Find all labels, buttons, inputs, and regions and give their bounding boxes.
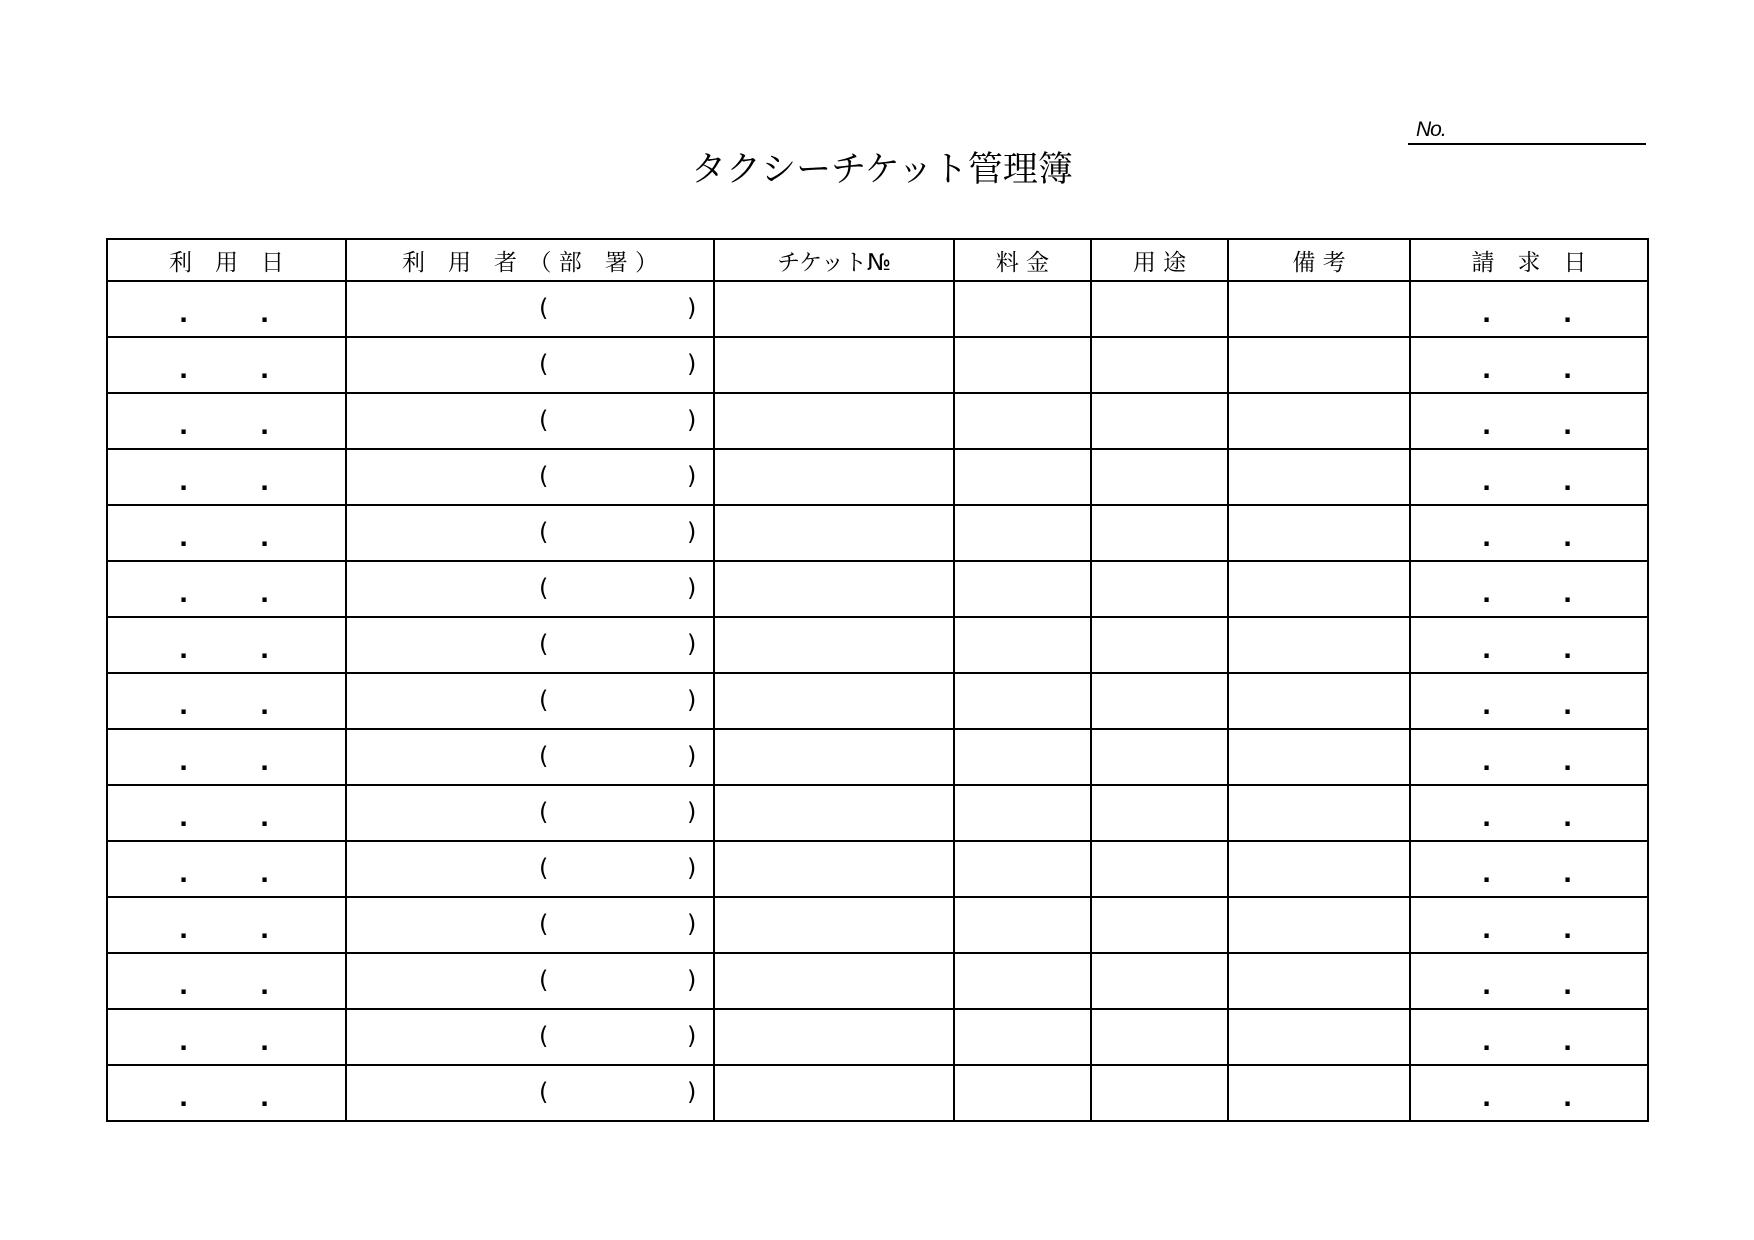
date-separator: . [1563,972,1573,1000]
usage-date-cell[interactable] [107,1009,346,1065]
date-separator: . [179,524,189,552]
purpose-cell[interactable] [1091,1065,1228,1121]
department-paren-close: ) [687,406,697,434]
department-paren-open: ( [539,798,549,826]
department-paren-close: ) [687,798,697,826]
date-separator: . [1563,748,1573,776]
ticket-number-cell[interactable] [714,393,954,449]
usage-date-cell[interactable] [107,841,346,897]
purpose-cell[interactable] [1091,505,1228,561]
header-usage-date: 利 用 日 [107,239,346,281]
department-paren-open: ( [539,574,549,602]
user-department-cell[interactable] [346,281,714,337]
ticket-number-cell[interactable] [714,953,954,1009]
fare-cell[interactable] [954,337,1091,393]
department-paren-open: ( [539,854,549,882]
header-purpose: 用 途 [1091,239,1228,281]
user-department-cell[interactable] [346,561,714,617]
date-separator: . [179,356,189,384]
usage-date-cell[interactable] [107,337,346,393]
department-paren-open: ( [539,630,549,658]
date-separator: . [1563,356,1573,384]
page-title: タクシーチケット管理簿 [691,150,1073,190]
date-separator: . [179,468,189,496]
purpose-cell[interactable] [1091,561,1228,617]
usage-date-cell[interactable] [107,673,346,729]
user-department-cell[interactable] [346,1065,714,1121]
date-separator: . [260,804,270,832]
date-separator: . [1482,1084,1492,1112]
table-row [107,729,1648,785]
user-department-cell[interactable] [346,1009,714,1065]
remarks-cell[interactable] [1228,785,1410,841]
department-paren-close: ) [687,574,697,602]
user-department-cell[interactable] [346,897,714,953]
purpose-cell[interactable] [1091,1009,1228,1065]
usage-date-cell[interactable] [107,561,346,617]
date-separator: . [1482,692,1492,720]
billing-date-cell[interactable] [1410,449,1648,505]
billing-date-cell[interactable] [1410,393,1648,449]
date-separator: . [260,412,270,440]
fare-cell[interactable] [954,449,1091,505]
department-paren-open: ( [539,966,549,994]
remarks-cell[interactable] [1228,281,1410,337]
department-paren-close: ) [687,1078,697,1106]
purpose-cell[interactable] [1091,897,1228,953]
date-separator: . [260,692,270,720]
ticket-number-cell[interactable] [714,1065,954,1121]
table-row [107,897,1648,953]
department-paren-open: ( [539,350,549,378]
ticket-number-cell[interactable] [714,505,954,561]
date-separator: . [179,1028,189,1056]
department-paren-open: ( [539,910,549,938]
billing-date-cell[interactable] [1410,953,1648,1009]
date-separator: . [260,748,270,776]
table-row [107,449,1648,505]
date-separator: . [260,1028,270,1056]
date-separator: . [179,412,189,440]
billing-date-cell[interactable] [1410,673,1648,729]
date-separator: . [260,580,270,608]
header-fare: 料 金 [954,239,1091,281]
department-paren-close: ) [687,910,697,938]
billing-date-cell[interactable] [1410,505,1648,561]
date-separator: . [1563,636,1573,664]
header-user-department: 利 用 者 （ 部 署 ） [346,239,714,281]
usage-date-cell[interactable] [107,393,346,449]
purpose-cell[interactable] [1091,617,1228,673]
purpose-cell[interactable] [1091,281,1228,337]
date-separator: . [179,636,189,664]
table-row [107,281,1648,337]
department-paren-open: ( [539,518,549,546]
purpose-cell[interactable] [1091,673,1228,729]
department-paren-open: ( [539,406,549,434]
taxi-ticket-ledger-table [106,238,1649,1122]
table-row [107,1009,1648,1065]
user-department-cell[interactable] [346,449,714,505]
department-paren-open: ( [539,1078,549,1106]
date-separator: . [1563,300,1573,328]
ticket-number-cell[interactable] [714,785,954,841]
department-paren-close: ) [687,294,697,322]
fare-cell[interactable] [954,953,1091,1009]
fare-cell[interactable] [954,505,1091,561]
date-separator: . [260,916,270,944]
table-row [107,337,1648,393]
date-separator: . [1563,468,1573,496]
date-separator: . [1482,412,1492,440]
ticket-number-cell[interactable] [714,673,954,729]
date-separator: . [1563,916,1573,944]
billing-date-cell[interactable] [1410,617,1648,673]
date-separator: . [179,580,189,608]
header-ticket-number: チケット№ [714,239,954,281]
department-paren-close: ) [687,966,697,994]
usage-date-cell[interactable] [107,953,346,1009]
department-paren-open: ( [539,462,549,490]
date-separator: . [260,860,270,888]
billing-date-cell[interactable] [1410,561,1648,617]
table-row [107,1065,1648,1121]
date-separator: . [179,972,189,1000]
ledger-body [107,281,1648,1121]
usage-date-cell[interactable] [107,281,346,337]
fare-cell[interactable] [954,729,1091,785]
billing-date-cell[interactable] [1410,897,1648,953]
fare-cell[interactable] [954,561,1091,617]
table-row [107,561,1648,617]
purpose-cell[interactable] [1091,337,1228,393]
date-separator: . [1563,524,1573,552]
date-separator: . [1482,356,1492,384]
table-row [107,841,1648,897]
remarks-cell[interactable] [1228,953,1410,1009]
header-remarks: 備 考 [1228,239,1410,281]
fare-cell[interactable] [954,841,1091,897]
billing-date-cell[interactable] [1410,785,1648,841]
department-paren-close: ) [687,350,697,378]
remarks-cell[interactable] [1228,393,1410,449]
department-paren-close: ) [687,518,697,546]
purpose-cell[interactable] [1091,953,1228,1009]
date-separator: . [260,524,270,552]
date-separator: . [1482,860,1492,888]
user-department-cell[interactable] [346,505,714,561]
usage-date-cell[interactable] [107,785,346,841]
date-separator: . [179,804,189,832]
header-row [107,239,1648,281]
date-separator: . [179,300,189,328]
remarks-cell[interactable] [1228,1065,1410,1121]
document-number-label: No. [1416,118,1446,141]
fare-cell[interactable] [954,1065,1091,1121]
ticket-number-cell[interactable] [714,337,954,393]
date-separator: . [260,356,270,384]
purpose-cell[interactable] [1091,393,1228,449]
billing-date-cell[interactable] [1410,1009,1648,1065]
billing-date-cell[interactable] [1410,729,1648,785]
department-paren-open: ( [539,686,549,714]
date-separator: . [1563,580,1573,608]
billing-date-cell[interactable] [1410,841,1648,897]
date-separator: . [1563,692,1573,720]
date-separator: . [260,972,270,1000]
user-department-cell[interactable] [346,729,714,785]
usage-date-cell[interactable] [107,1065,346,1121]
date-separator: . [1563,1028,1573,1056]
remarks-cell[interactable] [1228,897,1410,953]
date-separator: . [1482,804,1492,832]
table-row [107,785,1648,841]
date-separator: . [1482,972,1492,1000]
ticket-number-cell[interactable] [714,449,954,505]
department-paren-close: ) [687,1022,697,1050]
date-separator: . [1482,1028,1492,1056]
table-row [107,617,1648,673]
department-paren-open: ( [539,294,549,322]
table-row [107,505,1648,561]
remarks-cell[interactable] [1228,449,1410,505]
department-paren-close: ) [687,462,697,490]
date-separator: . [1563,860,1573,888]
ticket-number-cell[interactable] [714,617,954,673]
remarks-cell[interactable] [1228,841,1410,897]
user-department-cell[interactable] [346,785,714,841]
billing-date-cell[interactable] [1410,1065,1648,1121]
date-separator: . [1482,636,1492,664]
fare-cell[interactable] [954,673,1091,729]
date-separator: . [1482,748,1492,776]
date-separator: . [260,300,270,328]
department-paren-close: ) [687,854,697,882]
user-department-cell[interactable] [346,841,714,897]
remarks-cell[interactable] [1228,1009,1410,1065]
purpose-cell[interactable] [1091,449,1228,505]
purpose-cell[interactable] [1091,841,1228,897]
fare-cell[interactable] [954,1009,1091,1065]
date-separator: . [260,468,270,496]
user-department-cell[interactable] [346,617,714,673]
date-separator: . [260,1084,270,1112]
usage-date-cell[interactable] [107,897,346,953]
date-separator: . [1563,412,1573,440]
table-row [107,673,1648,729]
header-billing-date: 請 求 日 [1410,239,1648,281]
usage-date-cell[interactable] [107,729,346,785]
ticket-number-cell[interactable] [714,729,954,785]
table-row [107,393,1648,449]
fare-cell[interactable] [954,281,1091,337]
usage-date-cell[interactable] [107,449,346,505]
remarks-cell[interactable] [1228,617,1410,673]
purpose-cell[interactable] [1091,729,1228,785]
ticket-number-cell[interactable] [714,281,954,337]
date-separator: . [179,748,189,776]
date-separator: . [1482,580,1492,608]
billing-date-cell[interactable] [1410,337,1648,393]
billing-date-cell[interactable] [1410,281,1648,337]
date-separator: . [179,860,189,888]
user-department-cell[interactable] [346,337,714,393]
date-separator: . [1482,300,1492,328]
usage-date-cell[interactable] [107,505,346,561]
purpose-cell[interactable] [1091,785,1228,841]
remarks-cell[interactable] [1228,561,1410,617]
user-department-cell[interactable] [346,673,714,729]
department-paren-close: ) [687,742,697,770]
department-paren-open: ( [539,742,549,770]
date-separator: . [179,692,189,720]
date-separator: . [1563,1084,1573,1112]
ticket-number-cell[interactable] [714,897,954,953]
remarks-cell[interactable] [1228,729,1410,785]
date-separator: . [1482,524,1492,552]
date-separator: . [179,916,189,944]
fare-cell[interactable] [954,785,1091,841]
ticket-number-cell[interactable] [714,1009,954,1065]
date-separator: . [260,636,270,664]
remarks-cell[interactable] [1228,337,1410,393]
ticket-number-cell[interactable] [714,841,954,897]
document-number-field[interactable] [1408,116,1646,145]
date-separator: . [179,1084,189,1112]
fare-cell[interactable] [954,897,1091,953]
fare-cell[interactable] [954,393,1091,449]
usage-date-cell[interactable] [107,617,346,673]
department-paren-close: ) [687,686,697,714]
remarks-cell[interactable] [1228,505,1410,561]
department-paren-open: ( [539,1022,549,1050]
user-department-cell[interactable] [346,393,714,449]
user-department-cell[interactable] [346,953,714,1009]
date-separator: . [1563,804,1573,832]
ticket-number-cell[interactable] [714,561,954,617]
date-separator: . [1482,916,1492,944]
date-separator: . [1482,468,1492,496]
department-paren-close: ) [687,630,697,658]
fare-cell[interactable] [954,617,1091,673]
remarks-cell[interactable] [1228,673,1410,729]
table-row [107,953,1648,1009]
